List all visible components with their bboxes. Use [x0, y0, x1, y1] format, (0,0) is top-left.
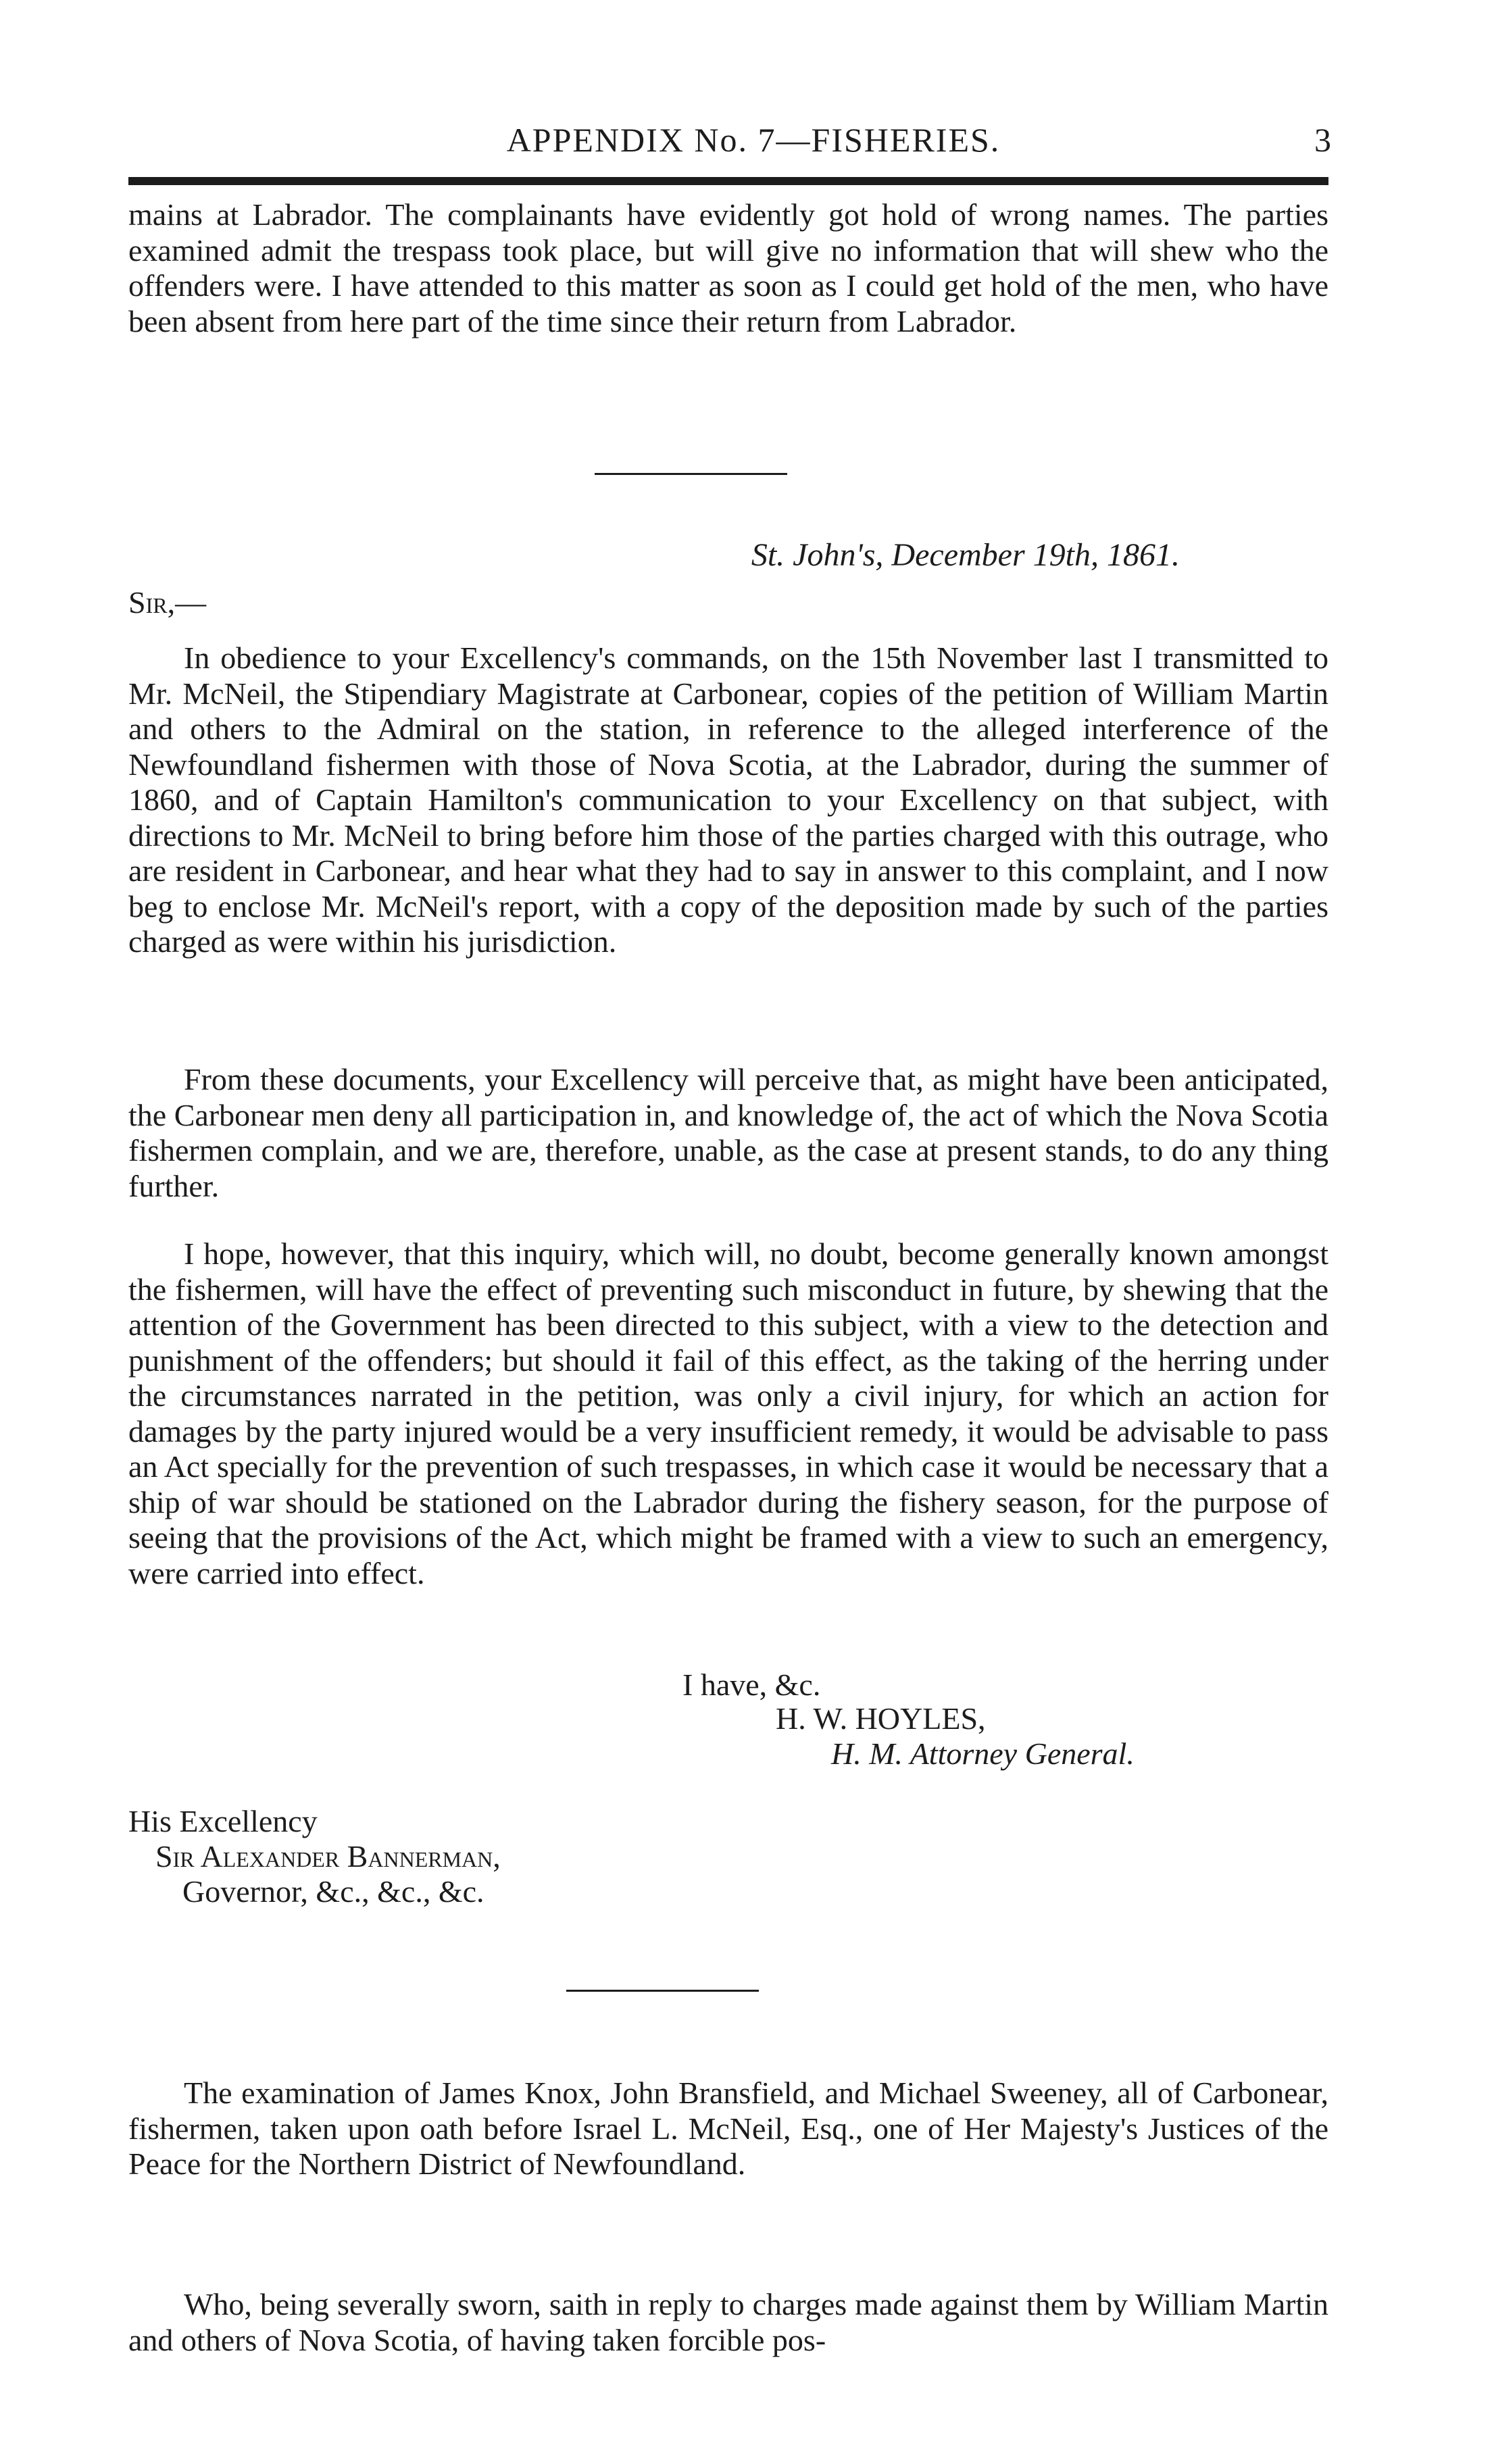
signer-name: H. W. HOYLES, — [776, 1701, 986, 1736]
addressee-line: Sir Alexander Bannerman, — [155, 1839, 501, 1874]
section-divider — [595, 473, 787, 475]
letter-dateline: St. John's, December 19th, 1861. — [751, 537, 1180, 573]
letter-salutation: Sir,— — [128, 585, 207, 620]
letter-closing: I have, &c. — [682, 1667, 821, 1702]
running-head: APPENDIX No. 7—FISHERIES. — [506, 121, 1001, 159]
page-header — [378, 120, 1331, 161]
header-rule — [128, 177, 1328, 185]
continuation-paragraph: mains at Labrador. The complainants have evidently got hold of wrong names. The parties examined admit the trespass took place, but will give no information that will shew who the offenders were. I have attended to this matter as soon as I could get hold of the men, who have been absent from here part of the time since their return from Labrador. — [128, 197, 1328, 338]
examination-paragraph: Who, being severally sworn, saith in reply to charges made against them by William Martin and others of Nova Scotia, of having taken forcible pos- — [128, 2287, 1328, 2357]
addressee-line: His Excellency — [128, 1804, 318, 1838]
section-divider — [566, 1990, 759, 1992]
letter-paragraph: I hope, however, that this inquiry, which will, no doubt, become generally known amongst the fishermen, will have the effect of preventing such misconduct in future, by shewing that the attention of the Government has been directed to this subject, with a view to the detection and punishment of the offenders; but should it fail of this effect, as the taking of the herring under the circumstances narrated in the petition, was only a civil injury, for which an action for damages by the party injured would be a very insufficient remedy, it would be advisable to pass an Act specially for the prevention of such trespasses, in which case it would be necessary that a ship of war should be stationed on the Labrador during the fishery season, for the purpose of seeing that the provisions of the Act, which might be framed with a view to such an emergency, were carried into effect. — [128, 1236, 1328, 1590]
examination-paragraph: The examination of James Knox, John Bransfield, and Michael Sweeney, all of Carbonear, fishermen, taken upon oath before Israel L. McNeil, Esq., one of Her Majesty's Justices of the Peace for the Northern District of Newfoundland. — [128, 2076, 1328, 2181]
signer-title: H. M. Attorney General. — [831, 1736, 1135, 1771]
addressee-line: Governor, &c., &c., &c. — [182, 1874, 484, 1909]
letter-paragraph: From these documents, your Excellency will perceive that, as might have been anticipated, the Carbonear men deny all participation in, and knowledge of, the act of which the Nova Scotia fishermen complain, and we are, therefore, unable, as the case at present stands, to do any thing further. — [128, 1062, 1328, 1203]
letter-paragraph: In obedience to your Excellency's commands, on the 15th November last I transmitted to Mr. McNeil, the Stipendiary Magistrate at Carbonear, copies of the petition of William Martin and others to the Admiral on the station, in reference to the alleged interference of the Newfoundland fishermen with those of Nova Scotia, at the Labrador, during the summer of 1860, and of Captain Hamilton's communication to your Excellency on that subject, with directions to Mr. McNeil to bring before him those of the parties charged with this outrage, who are resident in Carbonear, and hear what they had to say in answer to this complaint, and I now beg to enclose Mr. McNeil's report, with a copy of the deposition made by such of the parties charged as were within his jurisdiction. — [128, 640, 1328, 959]
page-number: 3 — [1314, 121, 1331, 159]
